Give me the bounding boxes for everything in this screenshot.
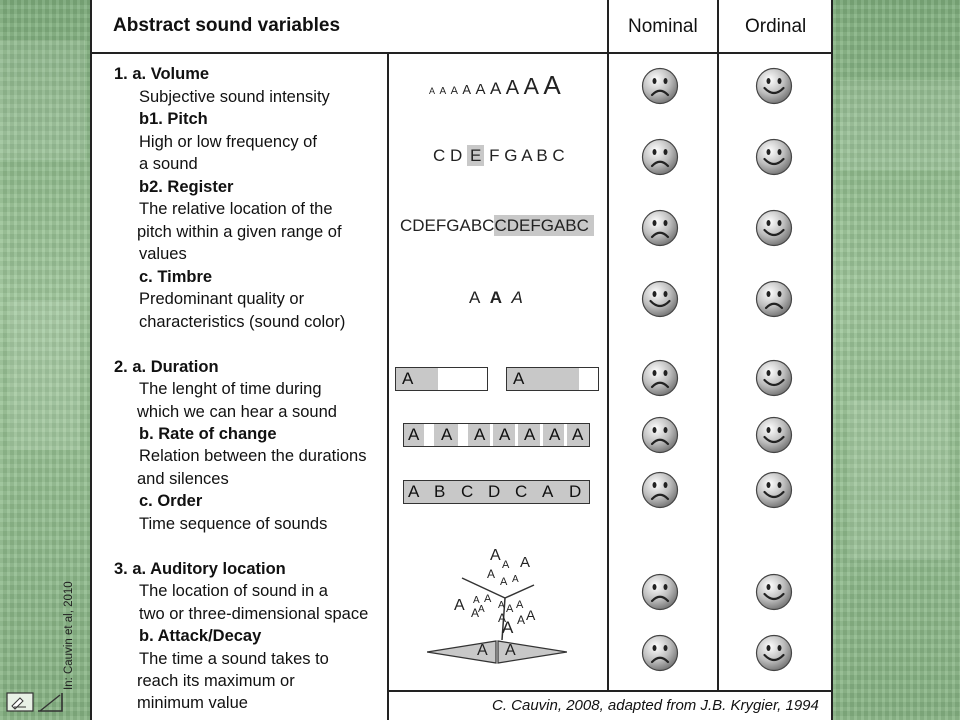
- attack-decay-diagram: [427, 640, 567, 664]
- column-divider-nominal: [607, 0, 609, 690]
- sad-face-icon: [641, 573, 679, 611]
- volume-letter: A: [505, 77, 520, 99]
- happy-face-icon: [755, 209, 793, 247]
- volume-letter: A: [462, 82, 472, 97]
- sad-face-icon: [641, 138, 679, 176]
- rate-letter: A: [549, 425, 561, 444]
- timbre-description-1: Predominant quality or: [139, 290, 305, 308]
- order-letter: A: [408, 482, 420, 501]
- location-letter: A: [498, 611, 507, 625]
- happy-face-icon: [641, 280, 679, 318]
- location-heading: 3. a. Auditory location: [114, 560, 286, 578]
- attack-description-1: The time a sound takes to: [139, 650, 329, 668]
- rate-description-1: Relation between the durations: [139, 447, 367, 465]
- register-sample: [400, 216, 594, 236]
- volume-letter: A: [450, 85, 458, 97]
- pitch-description-2: a sound: [139, 155, 198, 173]
- decay-letter: A: [505, 642, 516, 659]
- happy-face-icon: [755, 634, 793, 672]
- footer-divider: [387, 690, 833, 692]
- location-description-2: two or three-dimensional space: [139, 605, 369, 623]
- register-description-1: The relative location of the: [139, 200, 333, 218]
- rate-letter: A: [572, 425, 584, 444]
- pitch-notes-before: C D: [433, 146, 463, 165]
- slide-panel: [90, 0, 833, 720]
- order-letter: B: [434, 482, 446, 501]
- location-letter: A: [490, 547, 501, 564]
- location-letter: A: [517, 613, 526, 627]
- column-header-ordinal: Ordinal: [745, 16, 807, 37]
- order-letter: D: [488, 482, 501, 501]
- register-description-2: pitch within a given range of: [137, 223, 342, 241]
- sad-face-icon: [641, 416, 679, 454]
- happy-face-icon: [755, 416, 793, 454]
- column-header-nominal: Nominal: [628, 16, 698, 37]
- attack-description-3: minimum value: [137, 694, 248, 712]
- volume-sample: [429, 70, 561, 100]
- location-letter: A: [506, 603, 514, 615]
- location-letter: A: [471, 606, 480, 620]
- happy-face-icon: [755, 67, 793, 105]
- location-letter: A: [487, 567, 496, 581]
- duration-description-2: which we can hear a sound: [137, 403, 337, 421]
- register-notes-plain: CDEFGABC: [400, 216, 495, 235]
- location-letter: A: [500, 576, 508, 588]
- location-letter: A: [478, 604, 485, 615]
- timbre-letter-plain: A: [469, 288, 481, 307]
- pitch-sample: [433, 146, 565, 166]
- location-letter: A: [502, 559, 510, 571]
- side-credit: In: Cauvin et al, 2010: [63, 581, 75, 690]
- rate-letter: A: [499, 425, 511, 444]
- order-letter: D: [569, 482, 582, 501]
- location-letter: A: [512, 574, 519, 585]
- duration-description-1: The lenght of time during: [139, 380, 322, 398]
- timbre-description-2: characteristics (sound color): [139, 313, 346, 331]
- rate-letter: A: [441, 425, 453, 444]
- timbre-sample: [469, 288, 523, 308]
- rate-description-2: and silences: [137, 470, 229, 488]
- register-description-3: values: [139, 245, 187, 263]
- duration-bar-long: [506, 367, 599, 391]
- order-bar: [403, 480, 590, 504]
- edit-icon[interactable]: [7, 693, 33, 711]
- volume-letter: A: [489, 79, 502, 98]
- volume-description: Subjective sound intensity: [139, 88, 330, 106]
- happy-face-icon: [755, 359, 793, 397]
- rate-heading: b. Rate of change: [139, 425, 277, 443]
- volume-letter: A: [523, 73, 539, 99]
- volume-letter: A: [543, 70, 561, 100]
- attack-description-2: reach its maximum or: [137, 672, 295, 690]
- pitch-notes-after: F G A B C: [489, 146, 565, 165]
- order-letter: A: [542, 482, 554, 501]
- location-letter: A: [516, 599, 524, 611]
- location-letter: A: [454, 597, 465, 614]
- location-description-1: The location of sound in a: [139, 582, 328, 600]
- location-diagram: [442, 540, 552, 640]
- column-divider-ordinal: [717, 0, 719, 690]
- duration-letter: A: [513, 369, 525, 388]
- sad-face-icon: [641, 67, 679, 105]
- pitch-heading: b1. Pitch: [139, 110, 208, 128]
- header-divider: [92, 52, 833, 54]
- attack-heading: b. Attack/Decay: [139, 627, 262, 645]
- happy-face-icon: [755, 471, 793, 509]
- sad-face-icon: [755, 280, 793, 318]
- timbre-heading: c. Timbre: [139, 268, 213, 286]
- location-letter: A: [520, 554, 531, 571]
- location-letter: A: [473, 595, 480, 606]
- attack-letter: A: [477, 642, 488, 659]
- register-heading: b2. Register: [139, 178, 234, 196]
- timbre-letter-bold: A: [489, 288, 503, 307]
- duration-bar-short: [395, 367, 488, 391]
- timbre-letter-italic: A: [511, 288, 523, 307]
- sad-face-icon: [641, 634, 679, 672]
- rate-bar: [403, 423, 590, 447]
- volume-heading: 1. a. Volume: [114, 65, 210, 83]
- sad-face-icon: [641, 209, 679, 247]
- rate-letter: A: [474, 425, 486, 444]
- credit-text: C. Cauvin, 2008, adapted from J.B. Krygier, 1994: [492, 697, 819, 714]
- pitch-description-1: High or low frequency of: [139, 133, 317, 151]
- rate-letter: A: [408, 425, 420, 444]
- pitch-highlight: E: [467, 145, 484, 166]
- corner-back-icon[interactable]: [38, 693, 62, 711]
- volume-letter: A: [439, 86, 447, 97]
- duration-letter: A: [402, 369, 414, 388]
- order-letter: C: [461, 482, 474, 501]
- volume-letter: A: [429, 86, 436, 96]
- rate-letter: A: [524, 425, 536, 444]
- sad-face-icon: [641, 471, 679, 509]
- location-letter: A: [502, 618, 514, 637]
- location-letter: A: [498, 600, 505, 611]
- sad-face-icon: [641, 359, 679, 397]
- order-description: Time sequence of sounds: [139, 515, 328, 533]
- column-divider-samples: [387, 52, 389, 720]
- volume-letter: A: [475, 81, 486, 98]
- duration-heading: 2. a. Duration: [114, 358, 219, 376]
- happy-face-icon: [755, 573, 793, 611]
- location-letter: A: [526, 607, 536, 623]
- order-letter: C: [515, 482, 528, 501]
- order-heading: c. Order: [139, 492, 203, 510]
- location-letter: A: [484, 593, 492, 605]
- page-title: Abstract sound variables: [113, 15, 341, 36]
- register-notes-highlight: CDEFGABC: [494, 215, 593, 236]
- nav-icons: [6, 690, 86, 714]
- happy-face-icon: [755, 138, 793, 176]
